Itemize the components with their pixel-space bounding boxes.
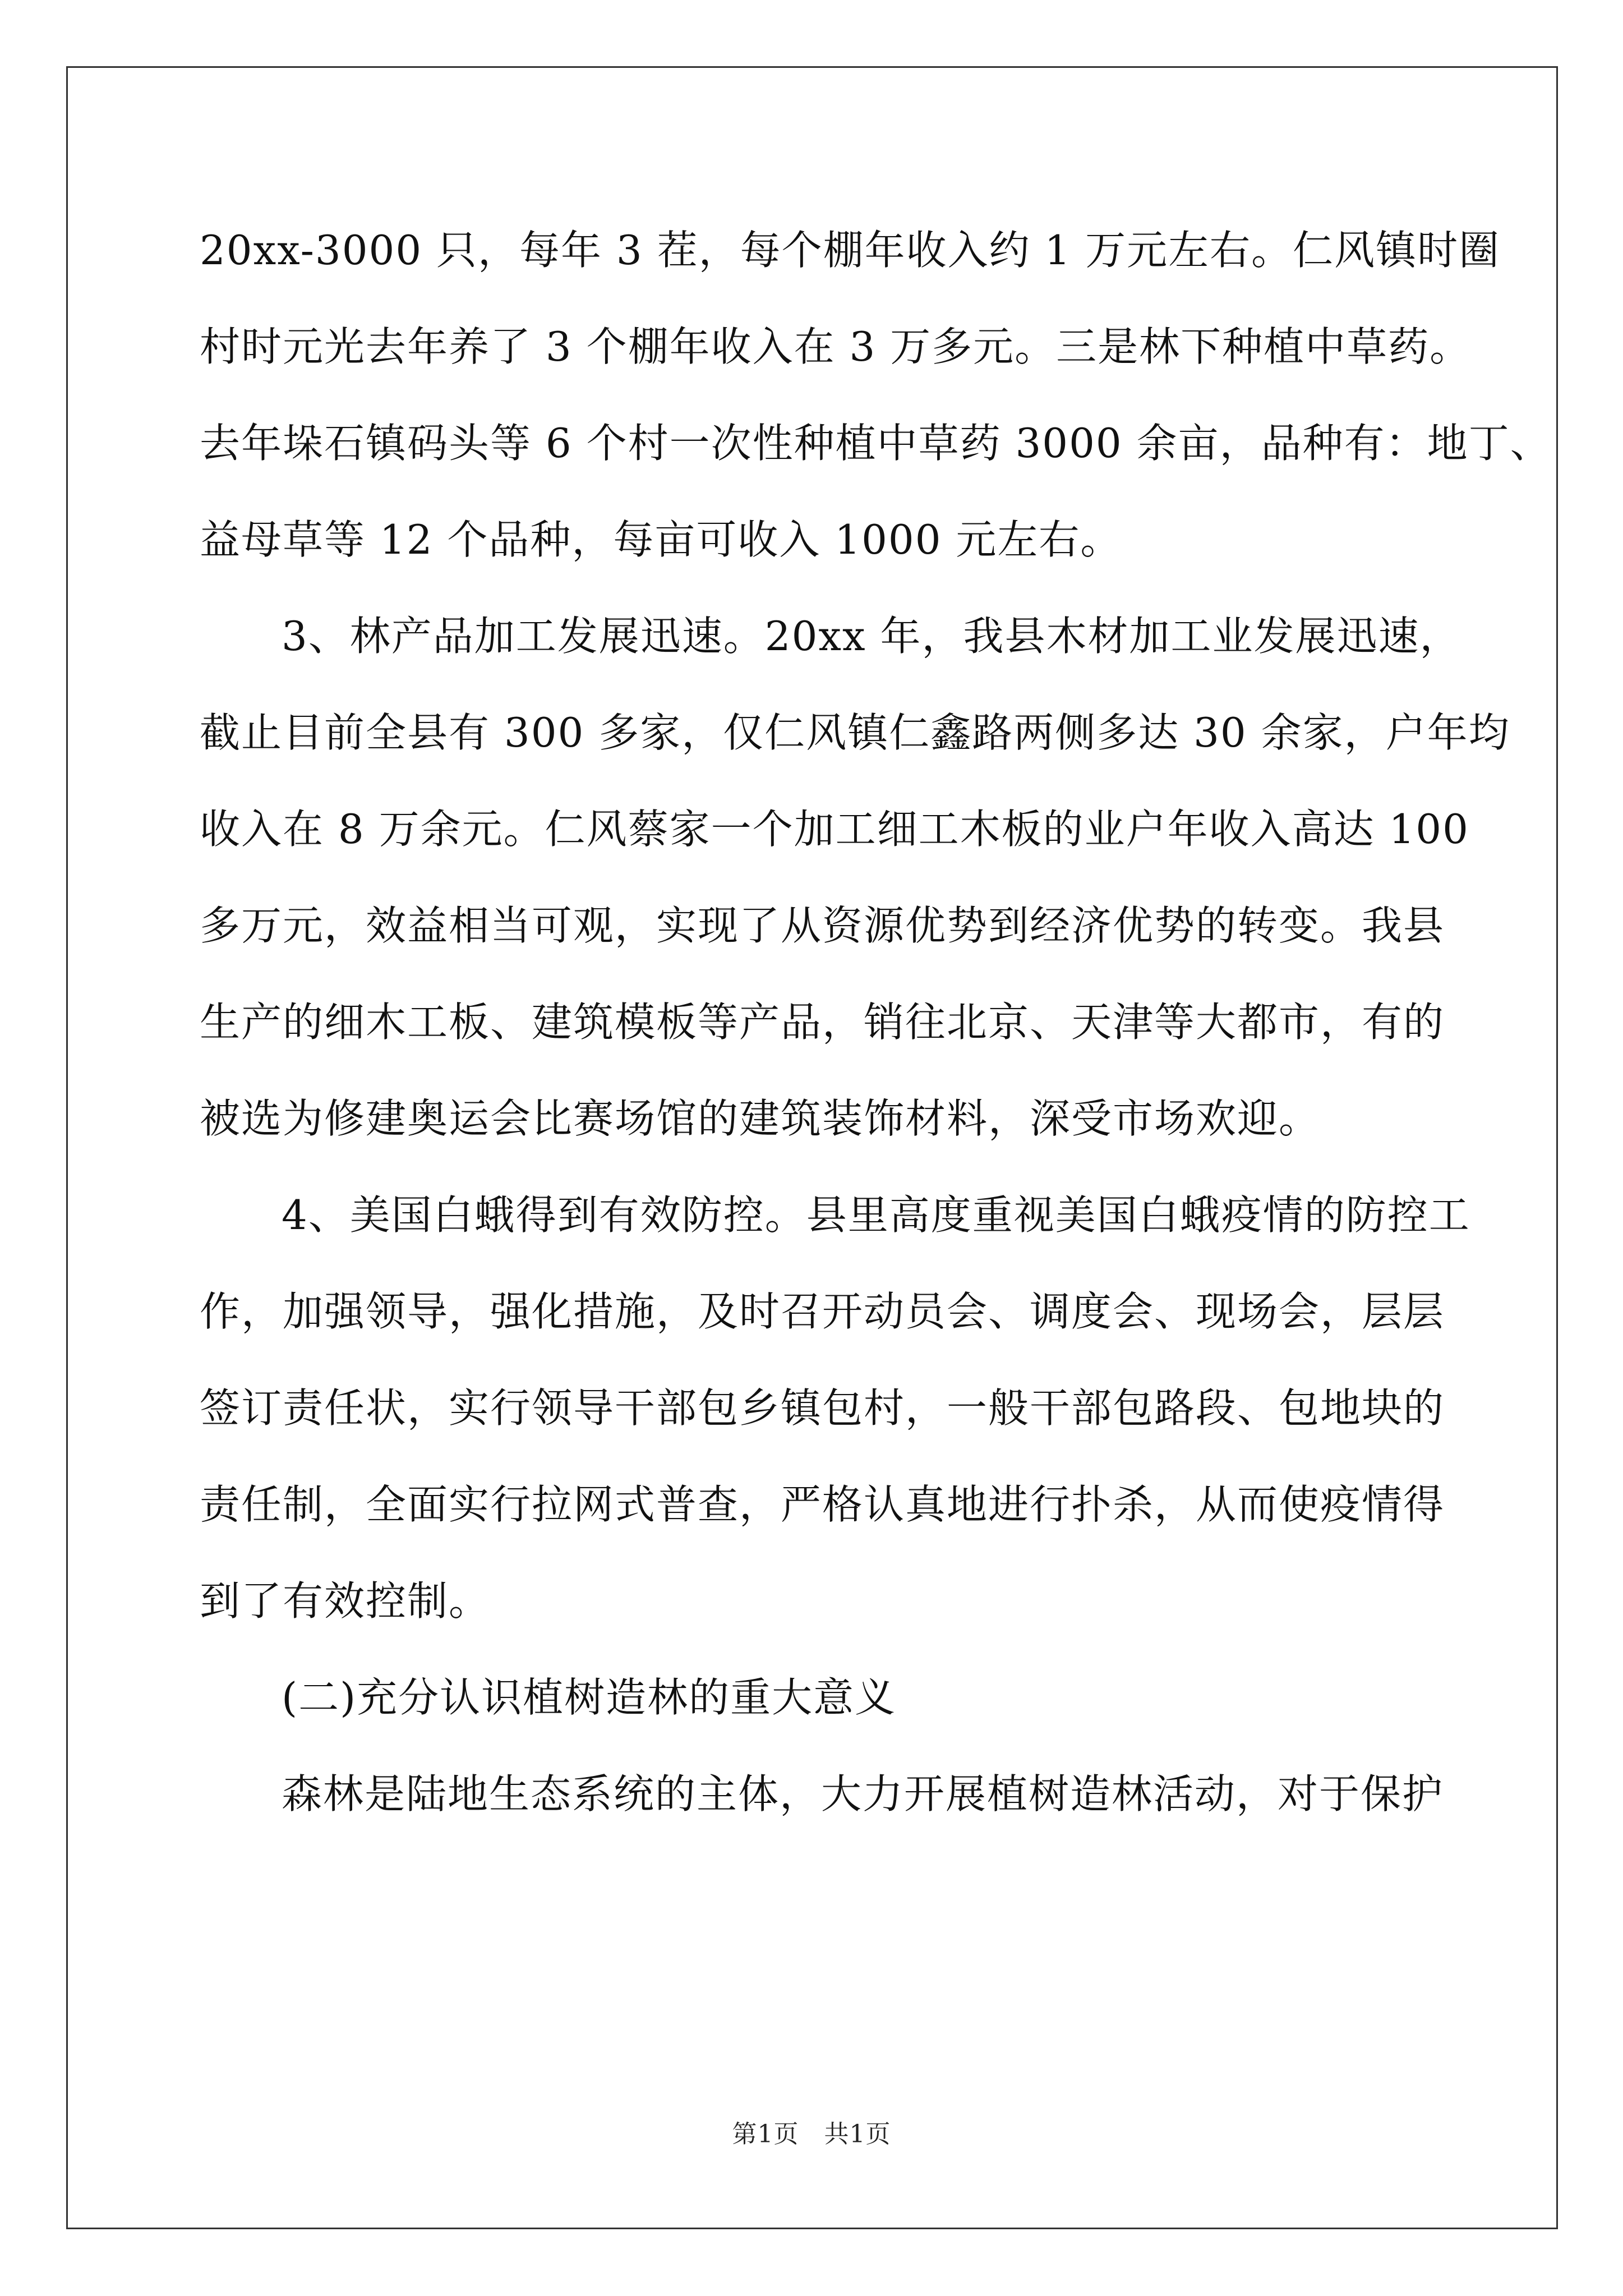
text-line: 截止目前全县有 300 多家，仅仁风镇仁鑫路两侧多达 30 余家，户年均 [200,709,1510,756]
paragraph-start-line: 3、林产品加工发展迅速。20xx 年，我县木材加工业发展迅速， [282,613,1461,660]
text-line: 去年垛石镇码头等 6 个村一次性种植中草药 3000 余亩，品种有：地丁、 [200,420,1552,467]
paragraph-start-line: 森林是陆地生态系统的主体，大力开展植树造林活动，对于保护 [282,1770,1444,1818]
text-line: 多万元，效益相当可观，实现了从资源优势到经济优势的转变。我县 [200,902,1445,949]
text-line: 20xx-3000 只，每年 3 茬，每个棚年收入约 1 万元左右。仁风镇时圈 [200,227,1501,274]
text-line: 生产的细木工板、建筑模板等产品，销往北京、天津等大都市，有的 [200,999,1445,1046]
text-line: 收入在 8 万余元。仁风蔡家一个加工细工木板的业户年收入高达 100 [200,806,1469,853]
page-footer: 第1页 共1页 [732,2120,891,2148]
section-heading: (二)充分认识植树造林的重大意义 [282,1674,897,1721]
text-line: 到了有效控制。 [200,1577,491,1625]
text-line: 村时元光去年养了 3 个棚年收入在 3 万多元。三是林下种植中草药。 [200,323,1472,370]
text-line: 作，加强领导，强化措施，及时召开动员会、调度会、现场会，层层 [200,1288,1445,1335]
text-line: 签订责任状，实行领导干部包乡镇包村，一般干部包路段、包地块的 [200,1384,1445,1432]
text-line: 益母草等 12 个品种，每亩可收入 1000 元左右。 [200,516,1122,563]
text-line: 责任制，全面实行拉网式普查，严格认真地进行扑杀，从而使疫情得 [200,1481,1445,1528]
text-line: 被选为修建奥运会比赛场馆的建筑装饰材料，深受市场欢迎。 [200,1095,1321,1142]
paragraph-start-line: 4、美国白蛾得到有效防控。县里高度重视美国白蛾疫情的防控工 [282,1191,1470,1239]
